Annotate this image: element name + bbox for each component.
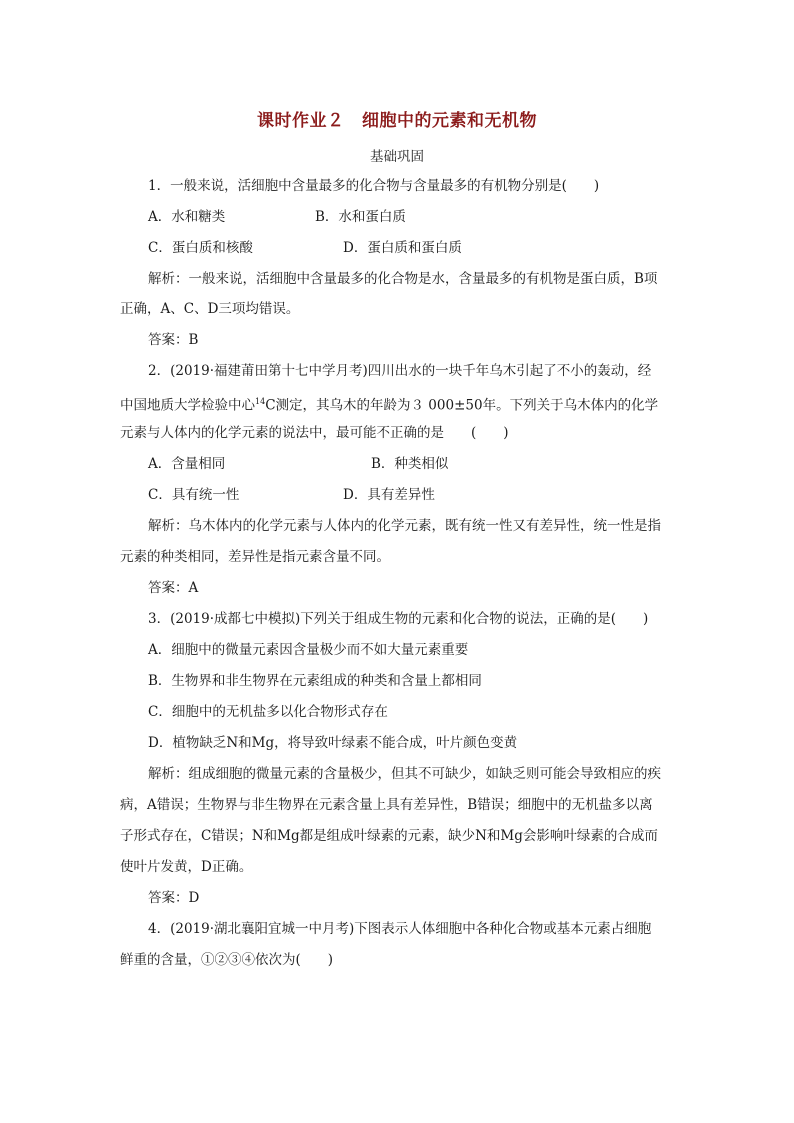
question-4-stem-line-2: 鲜重的含量，①②③④依次为( ) <box>120 952 334 968</box>
question-2-stem-line-2-part-a: 中国地质大学检验中心 <box>120 397 255 414</box>
question-2-analysis-line-2: 元素的种类相同，差异性是指元素含量不同。 <box>120 549 390 565</box>
question-2-option-b: B．种类相似 <box>371 456 449 472</box>
question-3-analysis-line-4: 使叶片发黄，D正确。 <box>120 859 253 875</box>
question-2-option-a: A．含量相同 <box>148 456 226 472</box>
question-3-analysis-line-3: 子形式存在，C错误；N和Mg都是组成叶绿素的元素，缺少N和Mg会影响叶绿素的合成而 <box>120 828 658 844</box>
question-1-analysis-line-2: 正确，A、C、D三项均错误。 <box>120 301 300 317</box>
question-3-analysis-line-2: 病，A错误；生物界与非生物界在元素含量上具有差异性，B错误；细胞中的无机盐多以离 <box>120 797 653 813</box>
question-3-option-a: A．细胞中的微量元素因含量极少而不如大量元素重要 <box>148 642 469 658</box>
question-2-stem-line-2 <box>120 392 658 416</box>
carbon-isotope-superscript: 14 <box>255 397 266 406</box>
question-2-analysis-line-1: 解析：乌木体内的化学元素与人体内的化学元素，既有统一性又有差异性，统一性是指 <box>148 518 661 534</box>
question-3-stem: 3．(2019·成都七中模拟)下列关于组成生物的元素和化合物的说法，正确的是( ) <box>148 611 649 627</box>
page-title: 课时作业２ 细胞中的元素和无机物 <box>257 111 537 131</box>
question-1-option-c: C．蛋白质和核酸 <box>148 240 253 256</box>
question-3-analysis-line-1: 解析：组成细胞的微量元素的含量极少，但其不可缺少，如缺乏则可能会导致相应的疾 <box>148 766 661 782</box>
question-3-option-c: C．细胞中的无机盐多以化合物形式存在 <box>148 704 388 720</box>
question-1-option-d: D．蛋白质和蛋白质 <box>343 240 462 256</box>
question-3-option-d: D．植物缺乏N和Mg，将导致叶绿素不能合成，叶片颜色变黄 <box>148 735 518 751</box>
question-1-option-b: B．水和蛋白质 <box>315 209 406 225</box>
question-1-answer: 答案：B <box>148 332 199 348</box>
question-1-analysis-line-1: 解析：一般来说，活细胞中含量最多的化合物是水，含量最多的有机物是蛋白质，B项 <box>148 271 658 287</box>
question-2-option-c: C．具有统一性 <box>148 487 240 503</box>
question-2-option-d: D．具有差异性 <box>343 487 435 503</box>
question-1-stem: 1．一般来说，活细胞中含量最多的化合物与含量最多的有机物分别是( ) <box>148 178 600 194</box>
question-2-stem-line-3: 元素与人体内的化学元素的说法中，最可能不正确的是 ( ) <box>120 425 509 441</box>
question-3-answer: 答案：D <box>148 890 200 906</box>
question-3-option-b: B．生物界和非生物界在元素组成的种类和含量上都相同 <box>148 673 482 689</box>
question-2-stem-line-1: 2．(2019·福建莆田第十七中学月考)四川出水的一块千年乌木引起了不小的轰动，经 <box>148 363 652 379</box>
question-2-answer: 答案：A <box>148 580 199 596</box>
question-4-stem-line-1: 4．(2019·湖北襄阳宜城一中月考)下图表示人体细胞中各种化合物或基本元素占细胞 <box>148 921 652 937</box>
section-heading: 基础巩固 <box>370 149 424 165</box>
question-2-stem-line-2-part-b: C测定，其乌木的年龄为３ 000±50年。下列关于乌木体内的化学 <box>265 397 659 414</box>
question-1-option-a: A．水和糖类 <box>148 209 226 225</box>
